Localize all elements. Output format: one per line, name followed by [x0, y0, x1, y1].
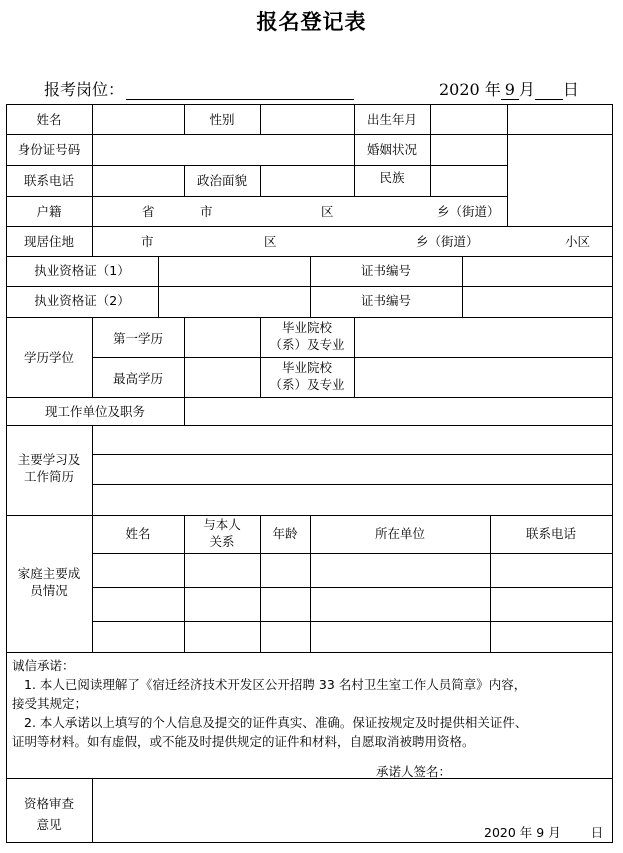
- family-col-name: 姓名: [125, 526, 151, 541]
- review-date-year: 2020 年: [484, 825, 533, 840]
- pledge-item1-line2: 接受其规定；: [12, 696, 88, 711]
- history-line2: 工作简历: [23, 468, 74, 484]
- pledge-item1-line1: 1. 本人已阅读理解了《宿迁经济技术开发区公开招聘 33 名村卫生室工作人员简章》内容，: [24, 677, 527, 692]
- header-date-month-suffix: 月: [518, 80, 535, 99]
- highest-school-line2: （系）及专业: [269, 376, 345, 392]
- pledge-signature: 承诺人签名：: [376, 764, 452, 779]
- pledge-item2-line1: 2. 本人承诺以上填写的个人信息及提交的证件真实、准确。保证按规定及时提供相关证件、: [24, 715, 528, 730]
- pledge-item2-line2: 证明等材料。如有虚假，或不能及时提供规定的证件和材料，自愿取消被聘用资格。: [12, 734, 475, 749]
- review-date: [484, 825, 603, 842]
- label-first-school: [260, 320, 354, 354]
- residence-township: 乡（街道）: [416, 234, 479, 249]
- household-province: 省: [142, 204, 155, 219]
- label-phone: 联系电话: [23, 173, 74, 188]
- household-city: 市: [200, 204, 213, 219]
- label-political: 政治面貌: [196, 173, 247, 188]
- label-household: 户籍: [36, 204, 62, 219]
- history-line1: 主要学习及: [17, 452, 81, 467]
- family-col-phone: 联系电话: [525, 526, 576, 541]
- label-highest-degree: 最高学历: [112, 371, 163, 386]
- label-review: [6, 794, 92, 835]
- relation-line1: 与本人: [203, 517, 241, 532]
- label-gender: 性别: [209, 112, 235, 127]
- relation-line2: 关系: [209, 533, 235, 549]
- header-date-day-suffix: 日: [562, 80, 579, 99]
- family-col-age: 年龄: [272, 526, 298, 541]
- header-date-year: 2020 年: [439, 80, 501, 99]
- family-line1: 家庭主要成: [17, 566, 81, 581]
- first-school-line2: （系）及专业: [269, 336, 345, 352]
- label-cert1-number: 证书编号: [360, 263, 411, 278]
- household-township: 乡（街道）: [437, 204, 500, 219]
- residence-city: 市: [141, 234, 154, 249]
- review-line1: 资格审查: [23, 796, 74, 811]
- review-line2: 意见: [36, 816, 62, 832]
- post-label: 报考岗位：: [44, 80, 125, 99]
- residence-community: 小区: [565, 234, 591, 249]
- pledge-heading: 诚信承诺：: [12, 658, 75, 673]
- label-first-degree: 第一学历: [112, 331, 163, 346]
- family-col-relation: [184, 517, 260, 551]
- family-line2: 员情况: [30, 582, 68, 598]
- header-date-month: 9: [501, 80, 519, 100]
- label-highest-school: [260, 360, 354, 394]
- residence-district: 区: [264, 234, 277, 249]
- label-residence: 现居住地: [23, 234, 74, 249]
- label-marital: 婚姻状况: [366, 142, 417, 157]
- label-current-work: 现工作单位及职务: [44, 404, 145, 419]
- label-ethnicity: 民族: [379, 170, 405, 185]
- label-cert1: 执业资格证（1）: [34, 263, 130, 278]
- label-name: 姓名: [36, 112, 62, 127]
- label-cert2-number: 证书编号: [360, 293, 411, 308]
- label-cert2: 执业资格证（2）: [34, 293, 130, 308]
- label-history: [6, 452, 92, 486]
- review-date-month: 9 月: [536, 825, 561, 840]
- label-birth: 出生年月: [366, 112, 417, 127]
- label-education: 学历学位: [23, 350, 74, 365]
- review-date-day: 日: [590, 825, 604, 840]
- family-col-unit: 所在单位: [374, 526, 425, 541]
- label-family: [6, 566, 92, 600]
- household-district: 区: [321, 204, 334, 219]
- highest-school-line1: 毕业院校: [281, 360, 332, 375]
- page-title: 报名登记表: [256, 10, 367, 34]
- first-school-line1: 毕业院校: [281, 320, 332, 335]
- label-id-number: 身份证号码: [17, 142, 81, 157]
